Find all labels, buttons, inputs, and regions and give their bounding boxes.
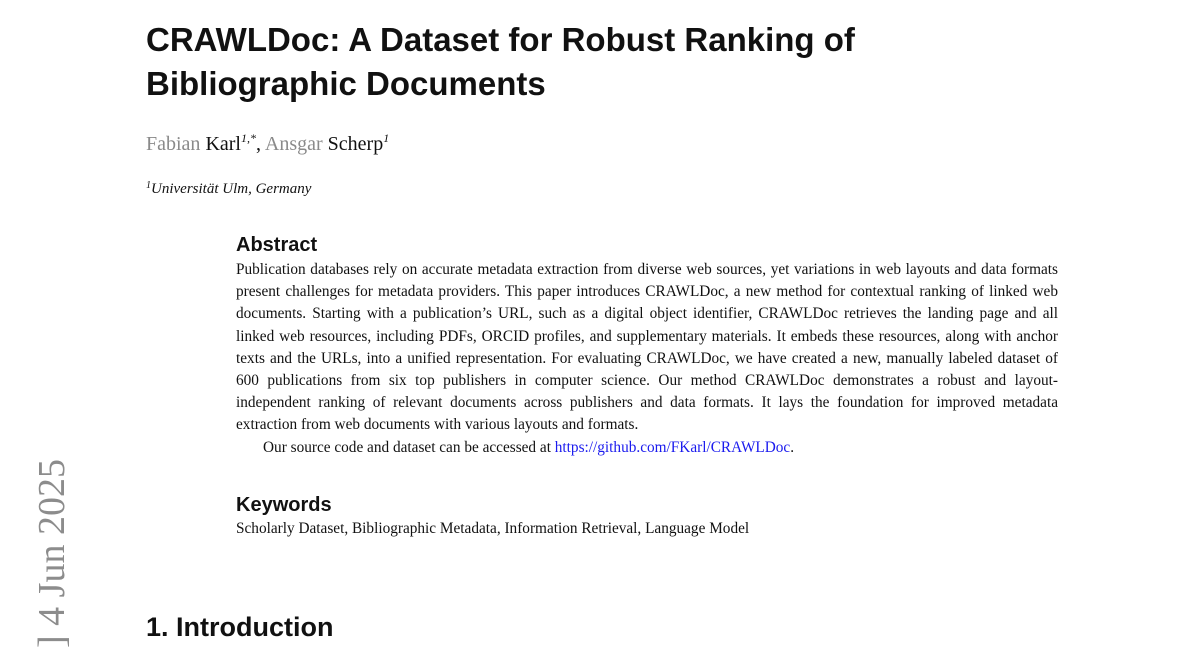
author-2-last-name: Scherp [327, 133, 384, 155]
author-separator: , [255, 133, 265, 155]
introduction-heading: 1. Introduction [146, 612, 334, 642]
author-list [146, 124, 389, 158]
arxiv-margin-stamp [29, 436, 73, 648]
abstract-heading: Abstract [236, 234, 318, 256]
abstract-paragraph: Publication databases rely on accurate metadata extraction from diverse web sources, yet variations in web layouts and data formats present challenges for metadata providers. This paper introduces CRAWLDoc, a new method for contextual ranking of linked web documents. Starting with a publication’s URL, such as a digital object identifier, CRAWLDoc retrieves the landing page and all linked web resources, including PDFs, ORCID profiles, and supplementary materials. It embeds these resources, along with anchor texts and the URLs, into a unified representation. For evaluating CRAWLDoc, we have created a new, manually labeled dataset of 600 publications from six top publishers in computer science. Our method CRAWLDoc demonstrates a robust and layout-independent ranking of relevant documents across publishers and data formats. It lays the foundation for improved metadata extraction from web documents with various layouts and formats. [236, 261, 1058, 434]
author-1-affiliation-mark: 1,* [240, 131, 256, 145]
affiliation-text: Universität Ulm, Germany [151, 181, 312, 197]
source-note-text: Our source code and dataset can be accessed at [263, 438, 555, 456]
author-1-last-name: Karl [205, 133, 241, 155]
affiliation [146, 176, 311, 199]
abstract-body [236, 259, 1058, 459]
paper-title: CRAWLDoc: A Dataset for Robust Ranking of Bibliographic Documents [146, 21, 855, 102]
abstract-source-note [236, 437, 1058, 459]
github-link[interactable]: https://github.com/FKarl/CRAWLDoc [554, 438, 791, 456]
author-1-first-name: Fabian [146, 133, 201, 155]
affiliation-mark: 1 [146, 180, 151, 191]
author-2-first-name: Ansgar [264, 133, 323, 155]
keywords-heading: Keywords [236, 494, 332, 516]
author-2-affiliation-mark: 1 [383, 131, 390, 145]
arxiv-date-stamp: ] 4 Jun 2025 [31, 459, 73, 648]
source-note-period: . [790, 438, 795, 456]
keywords-text: Scholarly Dataset, Bibliographic Metadata, Information Retrieval, Language Model [236, 520, 750, 537]
